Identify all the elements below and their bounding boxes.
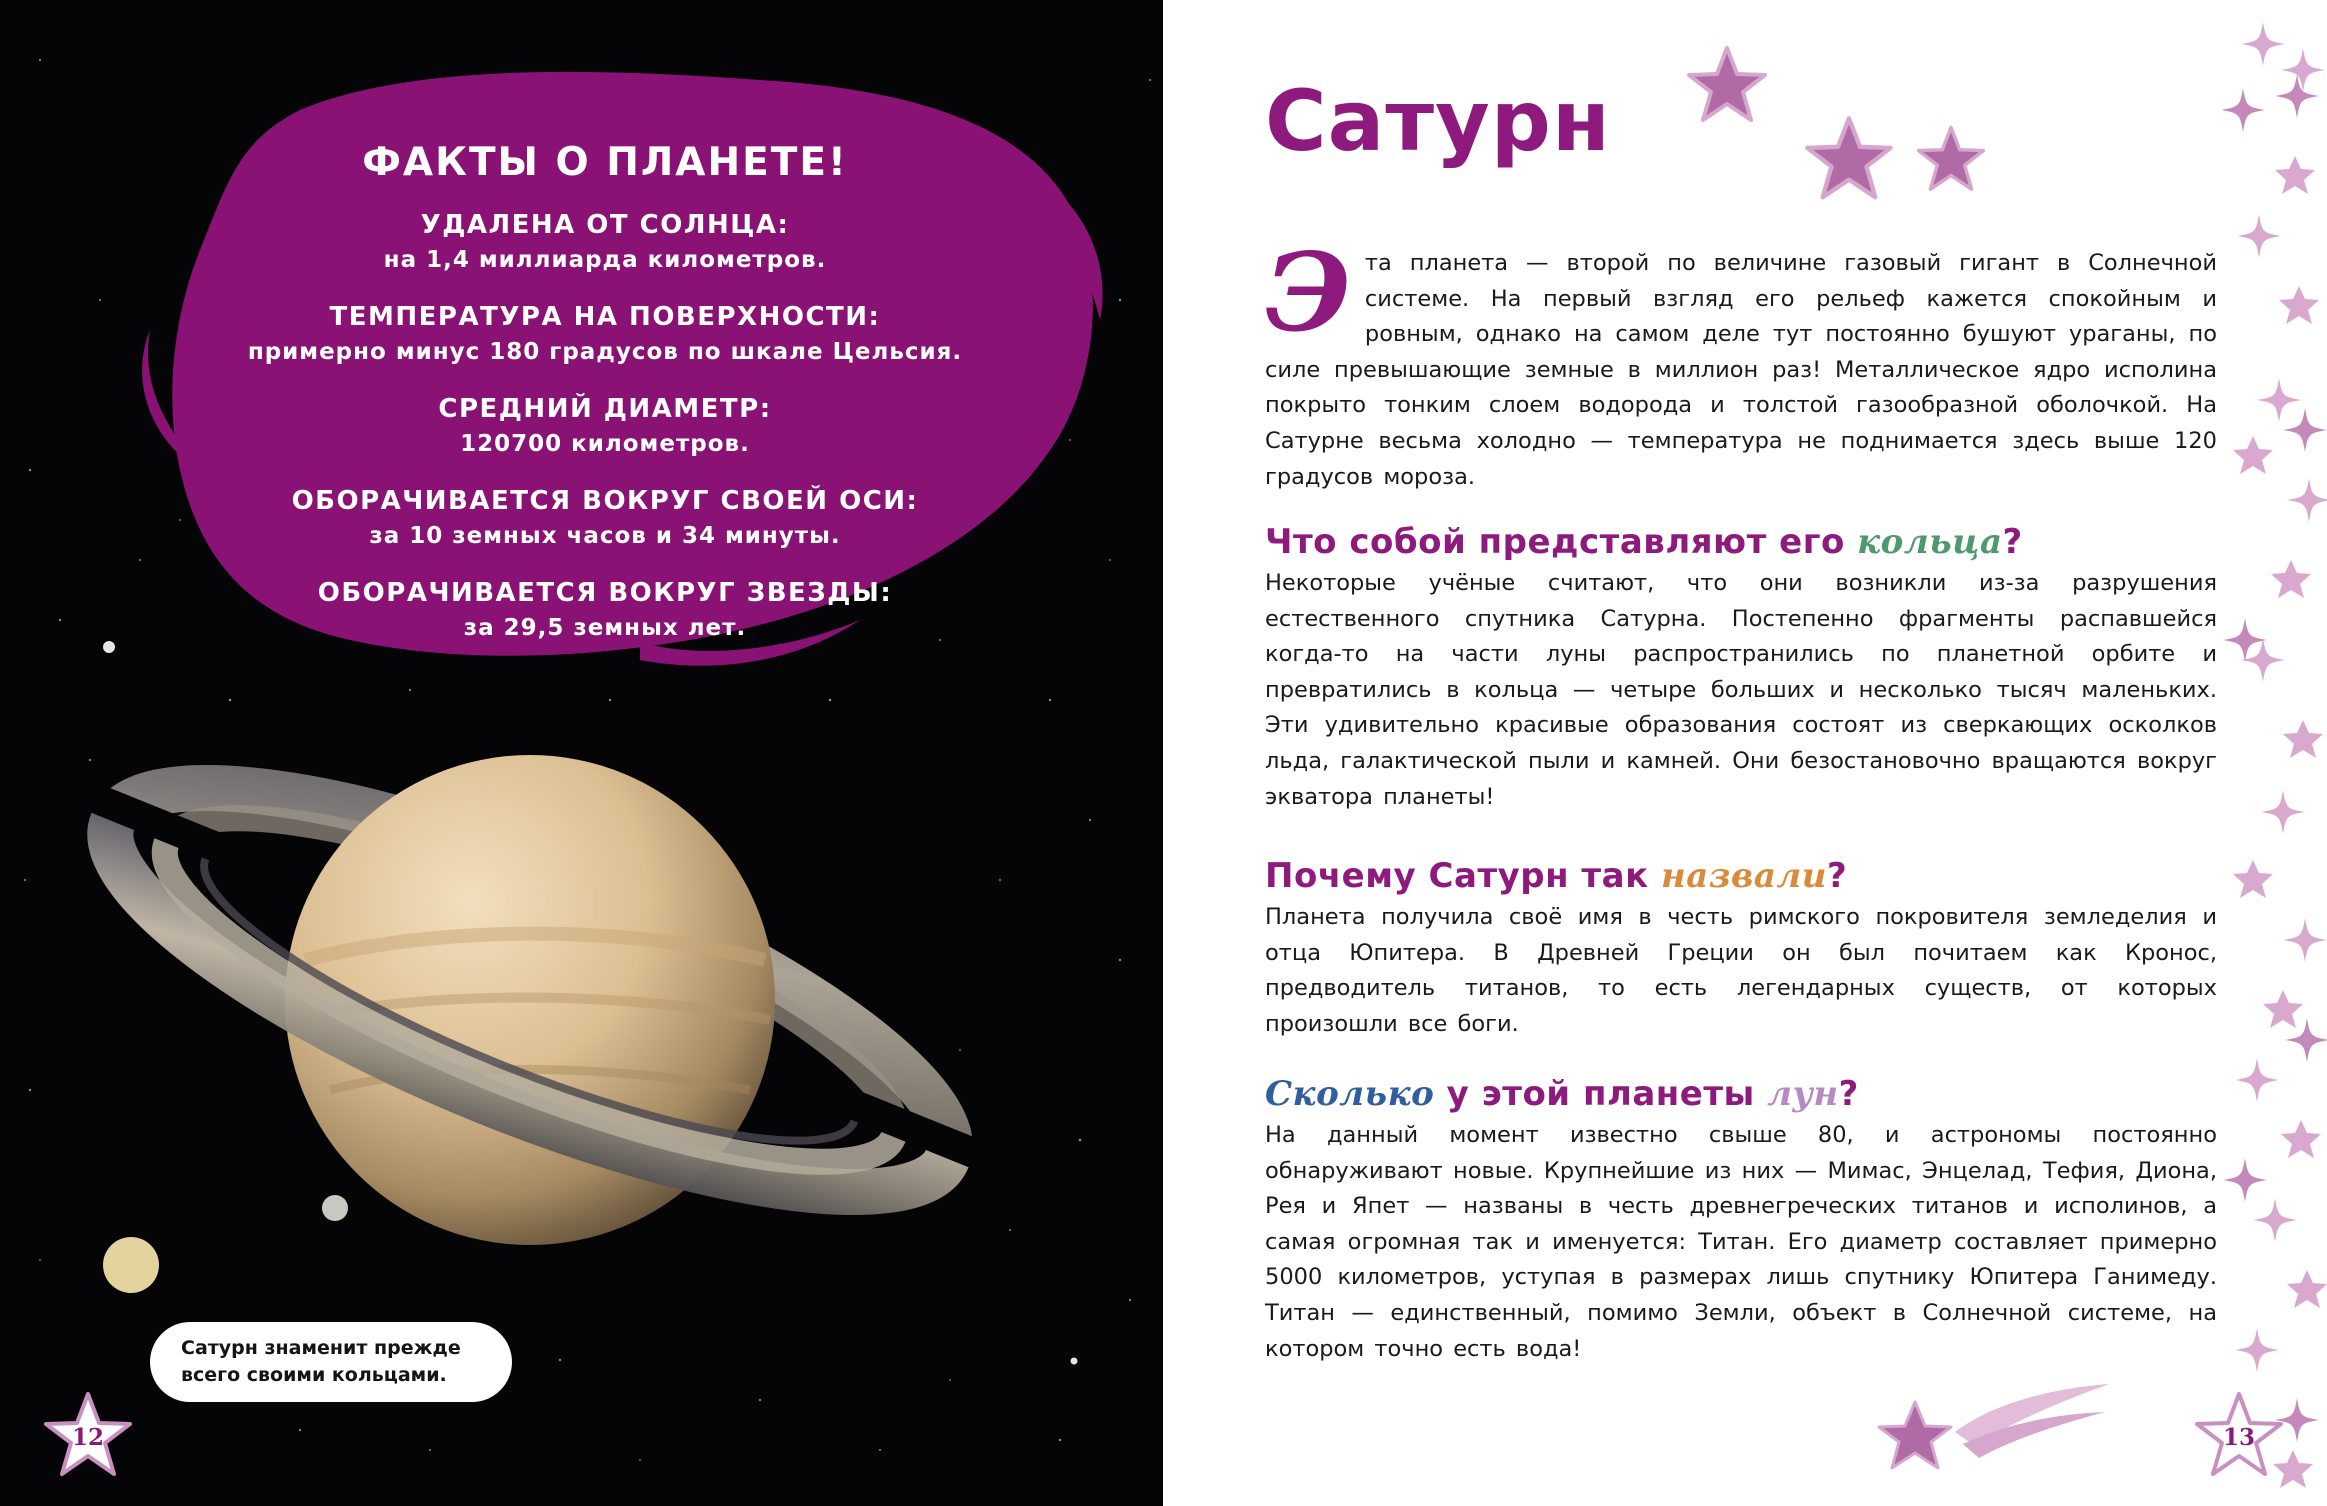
fact-value: за 29,5 земных лет.: [463, 615, 747, 641]
heading-accent-word: Сколько: [1265, 1074, 1435, 1114]
facts-title: ФАКТЫ О ПЛАНЕТЕ!: [362, 140, 848, 185]
right-page: [1163, 0, 2327, 1506]
section-name-origin: [1265, 856, 2217, 1042]
moon-mimas: [322, 1195, 348, 1221]
fact-item: [200, 299, 1010, 369]
fact-label: ТЕМПЕРАТУРА НА ПОВЕРХНОСТИ:: [329, 302, 881, 332]
fact-label: ОБОРАЧИВАЕТСЯ ВОКРУГ ЗВЕЗДЫ:: [317, 578, 893, 608]
page-number-text: 13: [2222, 1424, 2255, 1451]
intro-section: [1265, 230, 2217, 495]
section-paragraph: На данный момент известно свыше 80, и астрономы постоянно обнаруживают новые. Крупнейшие из них — Мимас, Энцелад, Тефия, Диона, Рея и Япет — названы в честь древнегреческих титанов и исполинов, а самая огромная так и именуется: Титан. Его диаметр составляет примерно 5000 километров, уступая в размерах лишь спутнику Юпитера Ганимеду. Титан — единственный, помимо Земли, объект в Солнечной системе, на котором точно есть вода!: [1265, 1122, 2217, 1362]
page-number-left: [42, 1390, 134, 1482]
heading-text: ?: [1838, 1074, 1859, 1114]
star-icon: [1803, 114, 1895, 206]
heading-text: Почему Сатурн так: [1265, 856, 1661, 896]
fact-item: [200, 207, 1010, 277]
caption-text: Сатурн знаменит прежде всего своими кольцами.: [181, 1337, 461, 1386]
fact-value: за 10 земных часов и 34 минуты.: [369, 523, 841, 549]
heading-accent-word: назвали: [1661, 856, 1827, 896]
section-rings: [1265, 522, 2217, 815]
section-paragraph: Планета получила своё имя в честь римского покровителя земледелия и отца Юпитера. В Древней Греции он был почитаем как Кронос, предводитель титанов, то есть легендарных существ, от которых произошли все боги.: [1265, 904, 2217, 1037]
fact-label: ОБОРАЧИВАЕТСЯ ВОКРУГ СВОЕЙ ОСИ:: [291, 486, 919, 516]
heading-text: у этой планеты: [1434, 1074, 1768, 1114]
page-title: Сатурн: [1265, 72, 1611, 170]
heading-accent-word: кольца: [1857, 522, 2003, 562]
left-page: [0, 0, 1163, 1506]
heading-accent-word: лун: [1767, 1074, 1839, 1114]
fact-item: [200, 575, 1010, 645]
page-number-right: [2193, 1390, 2285, 1482]
section-moons: [1265, 1074, 2217, 1367]
fact-item: [200, 483, 1010, 553]
intro-text: та планета — второй по величине газовый гигант в Солнечной системе. На первый взгляд его рельеф кажется спокойным и ровным, однако на самом деле тут постоянно бушуют ураганы, по силе превышающие земные в миллион раз! Металлическое ядро исполина покрыто тонким слоем водорода и толстой газообразной оболочкой. На Сатурне весьма холодно — температура не поднимается здесь выше 120 градусов мороза.: [1265, 250, 2217, 490]
fact-value: 120700 километров.: [460, 431, 750, 457]
moon-titan: [103, 1237, 159, 1293]
heading-text: Что собой представляют его: [1265, 522, 1858, 562]
image-caption: [150, 1322, 512, 1402]
section-heading: [1265, 522, 2217, 562]
fact-item: [200, 391, 1010, 461]
star-icon: [1685, 44, 1769, 128]
star-icon: [1915, 124, 1987, 196]
fact-value: на 1,4 миллиарда километров.: [383, 247, 827, 273]
heading-text: ?: [2002, 522, 2023, 562]
page-number-text: 12: [71, 1424, 104, 1451]
fact-value: примерно минус 180 градусов по шкале Цельсия.: [247, 339, 963, 365]
fact-label: УДАЛЕНА ОТ СОЛНЦА:: [420, 210, 790, 240]
star-border: [2223, 0, 2327, 1506]
saturn-illustration: [60, 660, 1060, 1360]
section-paragraph: Некоторые учёные считают, что они возникли из-за разрушения естественного спутника Сатурна. Постепенно фрагменты распавшейся когда-то на части луны распространились по планетной орбите и превратились в кольца — четыре больших и несколько тысяч маленьких. Эти удивительно красивые образования состоят из сверкающих осколков льда, галактической пыли и камней. Они безостановочно вращаются вокруг экватора планеты!: [1265, 570, 2217, 810]
section-heading: [1265, 856, 2217, 896]
small-moon: [1071, 1358, 1078, 1365]
section-heading: [1265, 1074, 2217, 1114]
fact-label: СРЕДНИЙ ДИАМЕТР:: [438, 394, 772, 424]
planet-facts: [200, 140, 1010, 667]
shooting-star-icon: [1875, 1380, 2115, 1490]
intro-paragraph: [1265, 230, 2217, 495]
heading-text: ?: [1826, 856, 1848, 896]
drop-cap: Э: [1265, 230, 1351, 356]
